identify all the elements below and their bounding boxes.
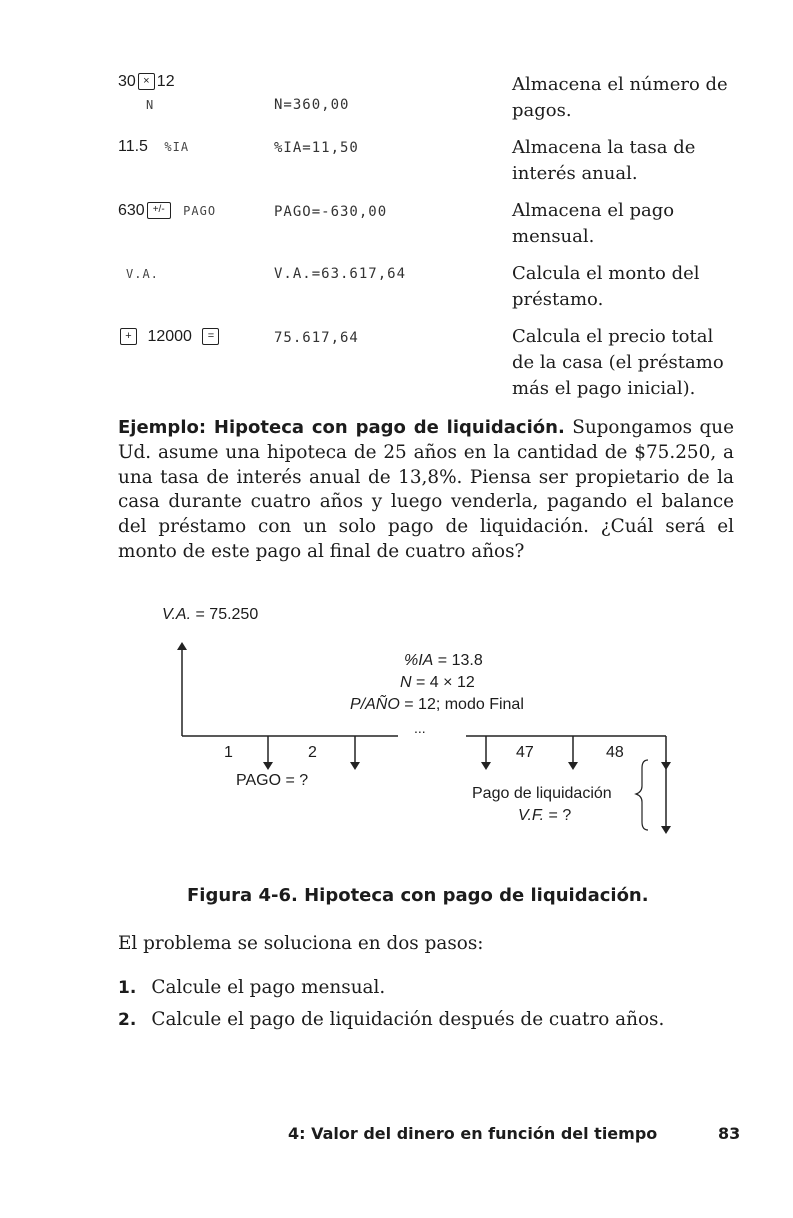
step5-number: 12000	[147, 328, 192, 345]
step5-description: Calcula el precio total de la casa (el préstamo más el pago inicial).	[512, 326, 724, 399]
pa-label	[350, 696, 524, 714]
solution-item-1-number: 1.	[118, 978, 137, 998]
step3-number: 630	[118, 202, 145, 219]
ia-label-value: = 13.8	[437, 652, 483, 669]
va-label	[162, 606, 258, 624]
balloon-brace	[636, 760, 648, 830]
balloon-label: Pago de liquidación	[472, 785, 612, 802]
va-label-name: V.A.	[162, 606, 192, 623]
step2-number: 11.5	[118, 138, 148, 155]
ia-label-name: %IA	[404, 652, 434, 669]
figure-caption: Figura 4-6. Hipoteca con pago de liquidación.	[187, 885, 649, 906]
page-number: 83	[718, 1124, 741, 1143]
change-sign-key: +/-	[147, 202, 171, 219]
period-label-47: 47	[516, 744, 534, 761]
payment-label: PAGO = ?	[236, 772, 309, 789]
ia-softkey: %IA	[164, 140, 190, 154]
vf-label-name: V.F.	[518, 807, 545, 824]
pa-label-value: = 12; modo Final	[404, 696, 524, 713]
step4-description: Calcula el monto del préstamo.	[512, 263, 700, 310]
step5-display: 75.617,64	[274, 330, 359, 346]
n-softkey: N	[146, 98, 155, 112]
step3-description: Almacena el pago mensual.	[512, 200, 675, 247]
pa-label-name: P/AÑO	[350, 696, 400, 713]
period-label-1: 1	[224, 744, 233, 761]
n-label-value: = 4 × 12	[416, 674, 475, 691]
n-label-name: N	[400, 674, 412, 691]
vf-label	[518, 807, 571, 825]
plus-key: +	[120, 328, 137, 345]
ia-label	[404, 652, 483, 670]
equals-key: =	[202, 328, 219, 345]
step1-description: Almacena el número de pagos.	[512, 74, 728, 121]
timeline-ellipsis: ...	[414, 720, 426, 736]
example-text: Supongamos que Ud. asume una hipoteca de 25 años en la cantidad de $75.250, a una tasa de interés anual de 13,8%. Piensa ser propietario de la casa durante cuatro años y luego venderla, pagando el balance del préstamo con un solo pago de liquidación. ¿Cuál será el monto de este pago al final de cuatro años?	[118, 417, 734, 562]
step1-number: 30	[118, 73, 136, 90]
period-label-48: 48	[606, 744, 624, 761]
solution-item-2-text: Calcule el pago de liquidación después de cuatro años.	[151, 1009, 665, 1030]
step2-description: Almacena la tasa de interés anual.	[512, 137, 696, 184]
period-label-2: 2	[308, 744, 317, 761]
va-label-value: = 75.250	[195, 606, 259, 623]
step4-display: V.A.=63.617,64	[274, 266, 407, 282]
solution-item-1-text: Calcule el pago mensual.	[151, 977, 386, 998]
step2-display: %IA=11,50	[274, 140, 359, 156]
pago-softkey: PAGO	[183, 204, 217, 218]
solution-item-1	[118, 977, 385, 998]
step3-display: PAGO=-630,00	[274, 204, 388, 220]
example-title: Ejemplo: Hipoteca con pago de liquidación.	[118, 417, 565, 438]
va-softkey: V.A.	[126, 267, 159, 281]
solution-item-2	[118, 1009, 664, 1030]
solution-intro: El problema se soluciona en dos pasos:	[118, 933, 484, 954]
step1-number-2: 12	[156, 73, 175, 90]
step1-display: N=360,00	[274, 97, 350, 113]
vf-label-value: = ?	[548, 807, 572, 824]
solution-item-2-number: 2.	[118, 1010, 137, 1030]
chapter-footer: 4: Valor del dinero en función del tiempo	[288, 1124, 658, 1143]
n-label	[400, 674, 475, 692]
multiply-key: ×	[138, 73, 155, 90]
